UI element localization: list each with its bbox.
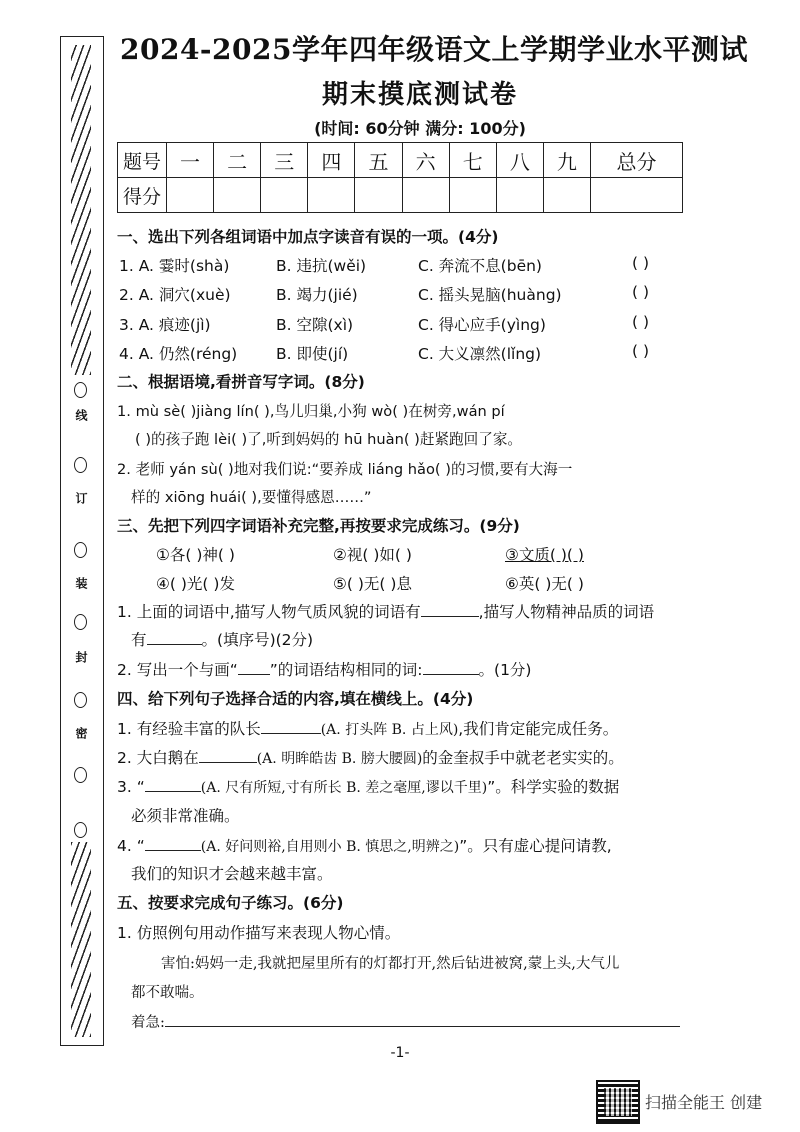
section-2-line[interactable]: 1. mù sè( )jiàng lín( ),鸟儿归巢,小狗 wò( )在树旁,wán pí <box>117 403 505 420</box>
idiom-6[interactable]: ⑥英( )无( ) <box>505 575 584 593</box>
score-cell[interactable] <box>449 178 496 213</box>
section-3-q1 <box>117 600 654 622</box>
section-4-q3-cont: 必须非常准确。 <box>131 807 240 825</box>
example-sentence-cont: 都不敢喘。 <box>131 985 204 1001</box>
score-table-column: 六 <box>402 143 449 178</box>
exam-title: 2024-2025学年四年级语文上学期学业水平测试 <box>120 33 748 66</box>
binding-char: 订 <box>74 492 88 504</box>
score-table-column: 五 <box>355 143 402 178</box>
q3-answer-paren[interactable]: ( ) <box>632 313 650 331</box>
section-3-q1-text: 有 <box>131 631 147 649</box>
answer-blank[interactable] <box>147 630 202 645</box>
binding-char: 装 <box>74 577 88 589</box>
answer-blank[interactable] <box>261 719 321 734</box>
qr-code-icon <box>598 1082 638 1122</box>
binding-ring <box>74 822 87 838</box>
q-text: ”。科学实验的数据 <box>487 778 620 796</box>
score-cell[interactable] <box>402 178 449 213</box>
binding-strip <box>60 36 104 1046</box>
score-table-column: 八 <box>496 143 543 178</box>
q1-option-c: C. 奔流不息(bēn) <box>418 257 542 275</box>
answer-blank[interactable] <box>421 602 479 617</box>
choice-options: (A. 明眸皓齿 B. 膀大腰圆) <box>256 751 423 767</box>
score-table-row-label: 题号 <box>118 143 167 178</box>
q-text: ,我们肯定能完成任务。 <box>458 720 619 738</box>
q3-option-c: C. 得心应手(yìng) <box>418 316 546 334</box>
section-3-q1-text: 。(填序号)(2分) <box>201 631 314 649</box>
q-text: 的金奎叔手中就老老实实的。 <box>422 749 624 767</box>
idiom-4[interactable]: ④( )光( )发 <box>156 575 235 593</box>
section-3-q1-text: ,描写人物精神品质的词语 <box>478 603 655 621</box>
section-5-heading: 五、按要求完成句子练习。(6分) <box>117 894 344 912</box>
score-table-column: 七 <box>449 143 496 178</box>
example-blank <box>238 660 270 675</box>
q2-option-b: B. 竭力(jié) <box>276 286 358 304</box>
q4-option-c: C. 大义凛然(lǐng) <box>418 345 542 363</box>
binding-char: 线 <box>74 409 88 421</box>
score-cell[interactable] <box>590 178 682 213</box>
section-2-line[interactable]: 2. 老师 yán sù( )地对我们说:“要养成 liáng hǎo( )的习惯,要有大海一 <box>117 461 573 478</box>
q3-option-b: B. 空隙(xì) <box>276 316 354 334</box>
section-2-line[interactable]: ( )的孩子跑 lèi( )了,听到妈妈的 hū huàn( )赶紧跑回了家。 <box>135 431 523 448</box>
section-3-heading: 三、先把下列四字词语补充完整,再按要求完成练习。(9分) <box>117 517 520 535</box>
binding-ring <box>74 692 87 708</box>
q1-option-b: B. 违抗(wěi) <box>276 257 367 275</box>
score-table-row-label: 得分 <box>118 178 167 213</box>
answer-line <box>131 1011 680 1032</box>
q4-answer-paren[interactable]: ( ) <box>632 342 650 360</box>
section-3-q1-text: 1. 上面的词语中,描写人物气质风貌的词语有 <box>117 603 421 621</box>
binding-char: 封 <box>74 651 88 663</box>
exam-meta: (时间: 60分钟 满分: 100分) <box>314 119 526 138</box>
score-table-column: 三 <box>261 143 308 178</box>
section-3-q2 <box>117 658 531 680</box>
section-4-q1 <box>117 717 618 739</box>
idiom-5[interactable]: ⑤( )无( )息 <box>333 575 412 593</box>
idiom-1[interactable]: ①各( )神( ) <box>156 546 235 564</box>
binding-ring <box>74 614 87 630</box>
q-text: 2. 大白鹅在 <box>117 749 199 767</box>
answer-blank[interactable] <box>199 748 257 763</box>
answer-label: 着急: <box>131 1015 165 1031</box>
binding-char: 密 <box>74 727 88 739</box>
section-3-q2-text: 。(1分) <box>478 661 532 679</box>
score-cell[interactable] <box>167 178 214 213</box>
section-2-heading: 二、根据语境,看拼音写字词。(8分) <box>117 373 365 391</box>
section-4-q2 <box>117 746 624 768</box>
section-4-q4-cont: 我们的知识才会越来越丰富。 <box>131 865 333 883</box>
score-table-column: 总分 <box>590 143 682 178</box>
binding-hatch-bottom <box>71 842 91 1037</box>
section-1-heading: 一、选出下列各组词语中加点字读音有误的一项。(4分) <box>117 228 499 246</box>
choice-options: (A. 好问则裕,自用则小 B. 慎思之,明辨之) <box>200 839 460 855</box>
answer-blank[interactable] <box>145 777 201 792</box>
score-table-column: 二 <box>214 143 261 178</box>
q-text: ”。只有虚心提问请教, <box>459 837 612 855</box>
score-cell[interactable] <box>355 178 402 213</box>
score-cell[interactable] <box>308 178 355 213</box>
idiom-2[interactable]: ②视( )如( ) <box>333 546 412 564</box>
section-2-line[interactable]: 样的 xiōng huái( ),要懂得感恩……” <box>131 489 372 506</box>
score-cell[interactable] <box>496 178 543 213</box>
binding-ring <box>74 457 87 473</box>
q-text: 4. “ <box>117 837 145 855</box>
example-sentence: 害怕:妈妈一走,我就把屋里所有的灯都打开,然后钻进被窝,蒙上头,大气儿 <box>161 956 620 972</box>
binding-hatch-top <box>71 45 91 375</box>
choice-options: (A. 打头阵 B. 占上风) <box>320 722 459 738</box>
q4-option-a: 4. A. 仍然(réng) <box>119 345 238 363</box>
q2-option-a: 2. A. 洞穴(xuè) <box>119 286 231 304</box>
section-3-q1-cont <box>131 628 313 650</box>
score-table-column: 一 <box>167 143 214 178</box>
q1-answer-paren[interactable]: ( ) <box>632 254 650 272</box>
score-cell[interactable] <box>214 178 261 213</box>
score-cell[interactable] <box>261 178 308 213</box>
binding-ring <box>74 767 87 783</box>
answer-blank[interactable] <box>145 836 201 851</box>
q3-option-a: 3. A. 痕迹(jì) <box>119 316 211 334</box>
answer-blank[interactable] <box>423 660 479 675</box>
section-3-q2-text: ”的词语结构相同的词: <box>269 661 423 679</box>
section-4-q3 <box>117 775 619 797</box>
score-cell[interactable] <box>543 178 590 213</box>
q2-option-c: C. 摇头晃脑(huàng) <box>418 286 562 304</box>
q-text: 1. 有经验丰富的队长 <box>117 720 261 738</box>
score-table-header-row <box>118 143 683 178</box>
score-table-column: 四 <box>308 143 355 178</box>
binding-ring <box>74 542 87 558</box>
score-table-score-row <box>118 178 683 213</box>
section-4-q4 <box>117 834 612 856</box>
section-4-heading: 四、给下列句子选择合适的内容,填在横线上。(4分) <box>117 690 474 708</box>
idiom-3-underlined[interactable]: ③文质( )( ) <box>505 546 584 564</box>
scanner-watermark: 扫描全能王 创建 <box>645 1093 763 1112</box>
score-table-column: 九 <box>543 143 590 178</box>
binding-ring <box>74 382 87 398</box>
answer-blank[interactable] <box>165 1012 680 1027</box>
q4-option-b: B. 即使(jí) <box>276 345 349 363</box>
exam-subtitle: 期末摸底测试卷 <box>321 80 518 110</box>
q-text: 3. “ <box>117 778 145 796</box>
page-number: -1- <box>390 1045 410 1061</box>
score-table <box>117 142 683 213</box>
choice-options: (A. 尺有所短,寸有所长 B. 差之毫厘,谬以千里) <box>200 780 488 796</box>
section-5-q1: 1. 仿照例句用动作描写来表现人物心情。 <box>117 924 401 942</box>
section-3-q2-text: 2. 写出一个与画“ <box>117 661 238 679</box>
q2-answer-paren[interactable]: ( ) <box>632 283 650 301</box>
q1-option-a: 1. A. 霎时(shà) <box>119 257 230 275</box>
